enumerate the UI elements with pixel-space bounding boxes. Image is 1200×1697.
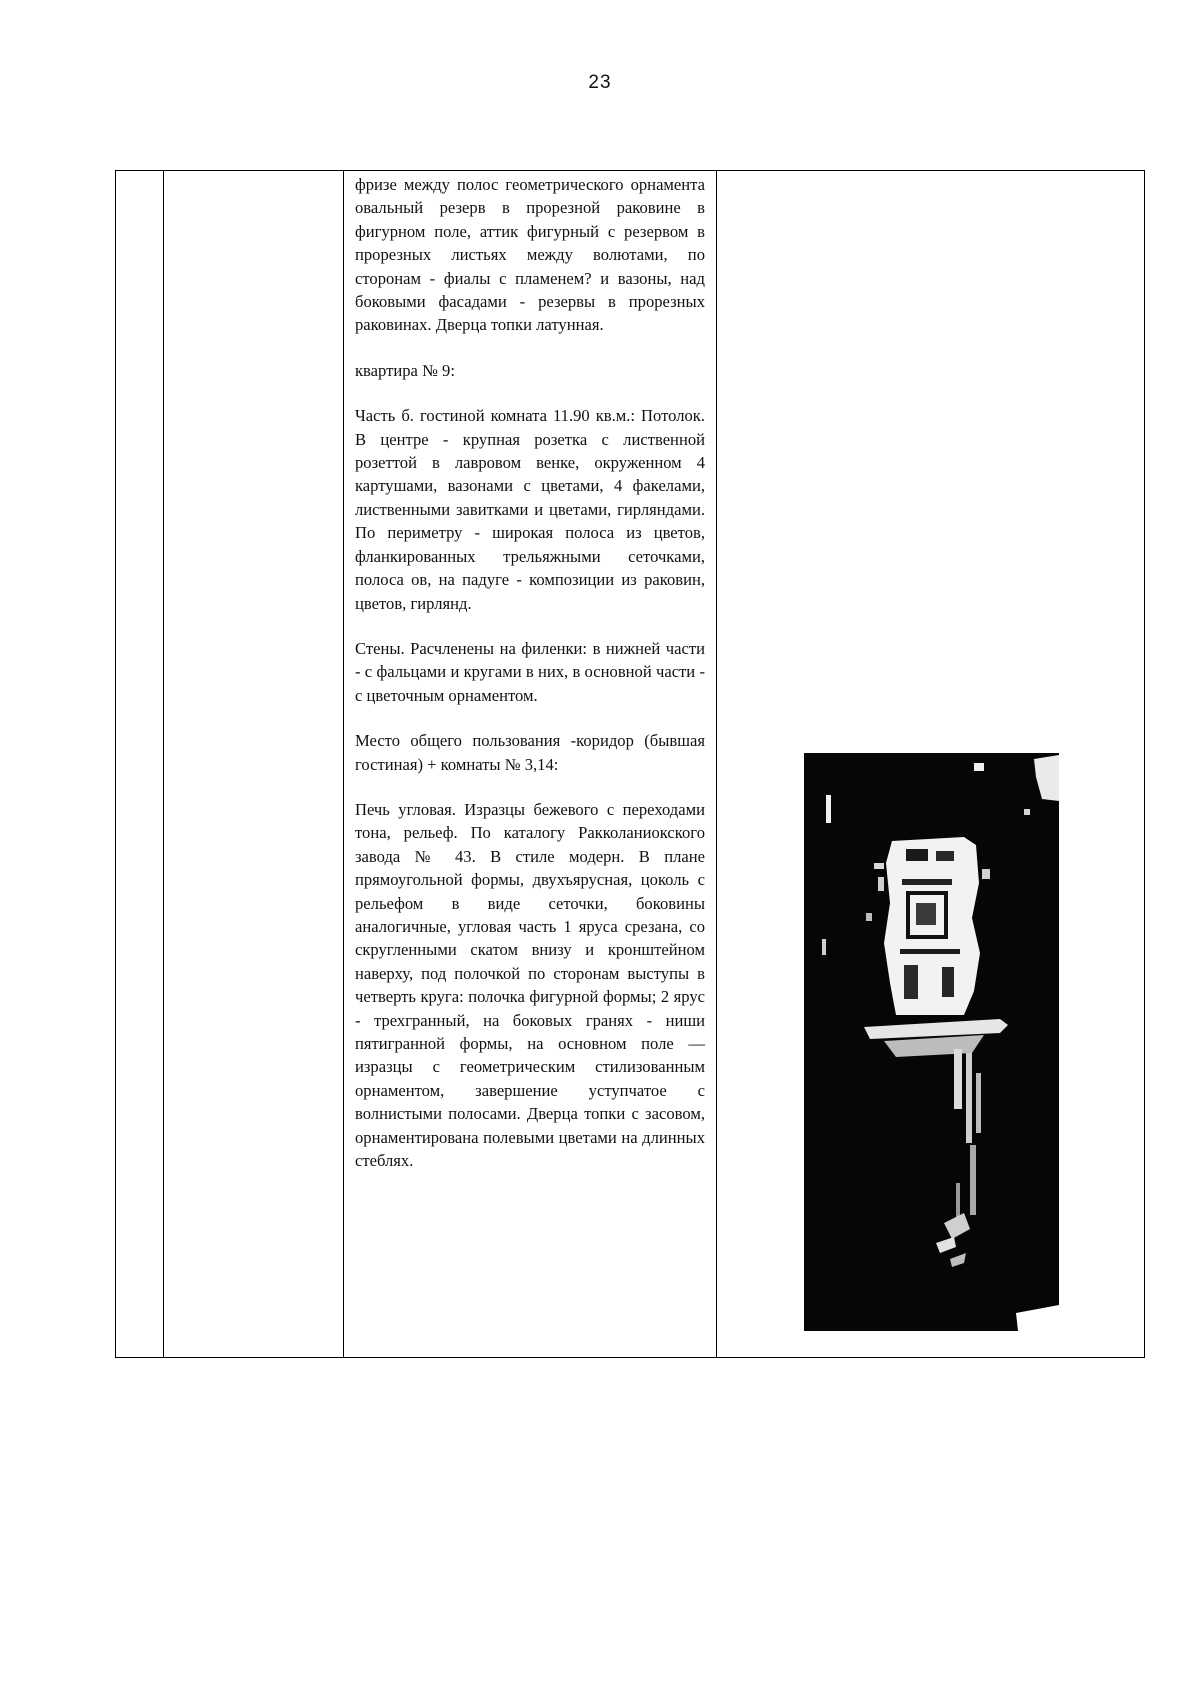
name-cell	[164, 171, 344, 1358]
photo-cell	[717, 171, 1145, 1358]
description-paragraph: квартира № 9:	[355, 360, 455, 380]
description-cell	[344, 171, 717, 1358]
index-cell	[116, 171, 164, 1358]
page-number: 23	[588, 72, 612, 93]
description-paragraph: Печь угловая. Изразцы бежевого с переходами тона, рельеф. По каталогу Ракколаниокского завода № 43. В стиле модерн. В плане прямоугольной формы, двухъярусная, цоколь с рельефом в виде сеточки, боковины аналогичные, угловая часть 1 яруса срезана, со скругленными скатом внизу и кронштейном наверху, под полочкой по сторонам выступы в четверть круга: полочка фигурной формы; 2 ярус - трехгранный, на боковых гранях - ниши пятигранной формы, на основном поле — изразцы с геометрическим стилизованным орнаментом, завершение уступчатое с волнистыми полосами. Дверца топки с засовом, орнаментирована полевыми цветами на длинных стеблях.	[355, 799, 705, 1171]
description-paragraph: фризе между полос геометрического орнамента овальный резерв в прорезной раковине в фигурном поле, аттик фигурный с резервом в прорезных листьях между волютами, по сторонам - фиалы с пламенем? и вазоны, над боковыми фасадами - резервы в прорезных раковинах. Дверца топки латунная.	[355, 175, 705, 335]
description-paragraph: Часть б. гостиной комната 11.90 кв.м.: Потолок. В центре - крупная розетка с лиственной розеттой в лавровом венке, окруженном 4 картушами, вазонами с цветами, 4 факелами, лиственными завитками и цветами, гирляндами. По периметру - широкая полоса из цветов, фланкированных трельяжными сеточками, полоса ов, на падуге - композиции из раковин, цветов, гирлянд.	[355, 406, 705, 613]
description-paragraph: Место общего пользования -коридор (бывшая гостиная) + комнаты № 3,14:	[355, 731, 705, 774]
table-row	[116, 171, 1145, 1358]
description-paragraph: Стены. Расчленены на филенки: в нижней части - с фальцами и кругами в них, в основной части - с цветочным орнаментом.	[355, 638, 705, 705]
inventory-table	[115, 170, 1145, 1358]
stove-photo	[804, 753, 1059, 1331]
